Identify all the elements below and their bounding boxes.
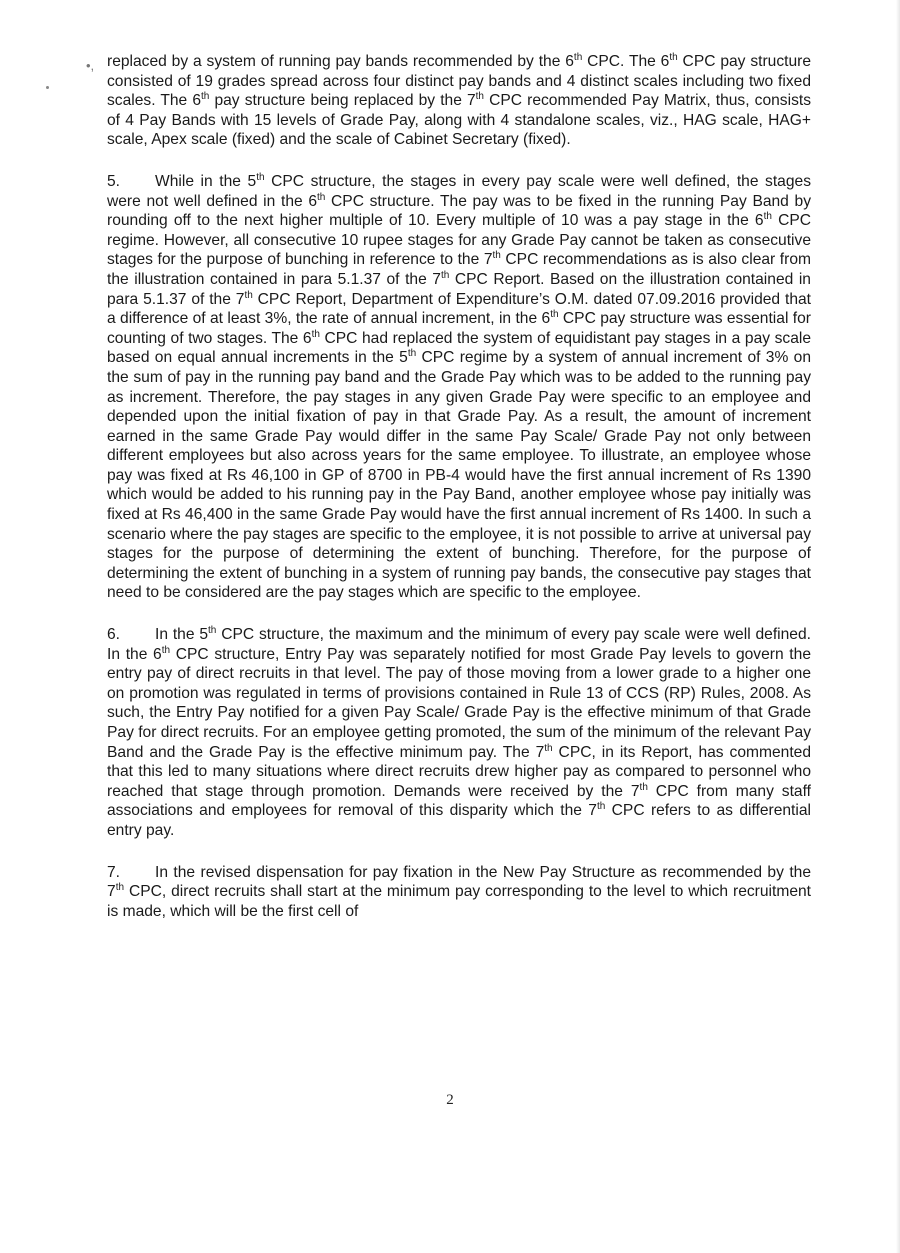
paragraph-number: 6. — [107, 626, 121, 644]
ordinal-suffix: th — [208, 624, 217, 636]
paragraph-number: 7. — [107, 863, 121, 881]
paragraph-5 — [107, 172, 811, 603]
ordinal-suffix: th — [573, 51, 583, 63]
paragraph-text: replaced by a system of running pay bands recommended by the 6th CPC. The 6th CPC pay structure consisted of 19 grades spread across four distinct pay bands and 4 distinct scales including two fixed scales. The 6th pay structure being replaced by the 7th CPC recommended Pay Matrix, thus, consists of 4 Pay Bands with 15 levels of Grade Pay, along with 4 standalone scales, viz., HAG scale, HAG+ scale, Apex scale (fixed) and the scale of Cabinet Secretary (fixed). — [107, 51, 811, 149]
paragraph-number: 5. — [107, 172, 121, 190]
paragraph-text: In the 5th CPC structure, the maximum and the minimum of every pay scale were well defined. In the 6th CPC structure, Entry Pay was separately notified for most Grade Pay levels to govern the entry pay of direct recruits in that level. The pay of those moving from a lower grade to a higher one on promotion was regulated in terms of provisions contained in Rule 13 of CCS (RP) Rules, 2008. As such, the Entry Pay notified for a given Pay Scale/ Grade Pay is the effective minimum of that Grade Pay for direct recruits. For an employee getting promoted, the sum of the minimum of the relevant Pay Band and the Grade Pay is the effective minimum pay. The 7th CPC, in its Report, has commented that this led to many situations where direct recruits drew higher pay as compared to personnel who reached that stage through promotion. Demands were received by the 7th CPC from many staff associations and employees for removal of this disparity which the 7th CPC refers to as differential entry pay. — [107, 624, 812, 839]
ordinal-suffix: th — [544, 742, 553, 754]
paragraph-text: In the revised dispensation for pay fixation in the New Pay Structure as recommended by the 7th CPC, direct recruits shall start at the minimum pay corresponding to the level to which recruitment is made, which will be the first cell of — [107, 863, 811, 920]
page-number: 2 — [446, 1092, 454, 1108]
ordinal-suffix: th — [256, 171, 265, 183]
ordinal-suffix: th — [550, 308, 559, 320]
scan-speck: •, — [86, 58, 95, 73]
paragraph-6 — [107, 625, 811, 841]
ordinal-suffix: th — [475, 91, 484, 102]
ordinal-suffix: th — [669, 51, 678, 63]
ordinal-suffix: th — [201, 91, 210, 102]
paragraph-7 — [107, 863, 811, 922]
paragraph-text: While in the 5th CPC structure, the stages in every pay scale were well defined, the stages were not well defined in the 6th CPC structure. The pay was to be fixed in the running Pay Band by rounding off to the next higher multiple of 10. Every multiple of 10 was a pay stage in the 6th CPC regime. However, all consecutive 10 rupee stages for any Grade Pay cannot be taken as consecutive stages for the purpose of bunching in reference to the 7th CPC recommendations as is also clear from the illustration contained in para 5.1.37 of the 7th CPC Report. Based on the illustration contained in para 5.1.37 of the 7th CPC Report, Department of Expenditure’s O.M. dated 07.09.2016 provided that a difference of at least 3%, the rate of annual increment, in the 6th CPC pay structure was essential for counting of two stages. The 6th CPC had replaced the system of equidistant pay stages in a pay scale based on equal annual increments in the 5th CPC regime by a system of annual increment of 3% on the sum of pay in the running pay band and the Grade Pay which was to be added to the running pay as increment. Therefore, the pay stages in any given Grade Pay were specific to an employee and depended upon the initial fixation of pay in that Grade Pay. As a result, the amount of increment earned in the same Grade Pay would differ in the same Pay Scale/ Grade Pay not only between different employees but also across years for the same employee. To illustrate, an employee whose pay was fixed at Rs 46,100 in GP of 8700 in PB-4 would have the first annual increment of Rs 1390 which would be added to his running pay in the Pay Band, another employee whose pay initially was fixed at Rs 46,400 in the same Grade Pay would have the first annual increment of Rs 1400. In such a scenario where the pay stages are specific to the employee, it is not possible to arrive at universal pay stages for the purpose of determining the extent of bunching. Therefore, for the purpose of determining the extent of bunching in a system of running pay bands, the consecutive pay stages that need to be considered are the pay stages which are specific to the employee. — [107, 171, 812, 602]
ordinal-suffix: th — [596, 801, 606, 813]
paragraph-continuation — [107, 52, 811, 150]
scan-edge-shadow — [896, 0, 900, 1253]
body-text — [107, 52, 811, 943]
scan-dot — [46, 86, 49, 89]
ordinal-suffix: th — [311, 328, 320, 340]
ordinal-suffix: th — [244, 289, 253, 301]
ordinal-suffix: th — [492, 250, 501, 262]
ordinal-suffix: th — [407, 348, 417, 360]
ordinal-suffix: th — [317, 191, 326, 203]
ordinal-suffix: th — [161, 644, 171, 656]
ordinal-suffix: th — [639, 781, 648, 793]
ordinal-suffix: th — [440, 269, 450, 281]
ordinal-suffix: th — [115, 881, 125, 893]
ordinal-suffix: th — [763, 210, 772, 222]
